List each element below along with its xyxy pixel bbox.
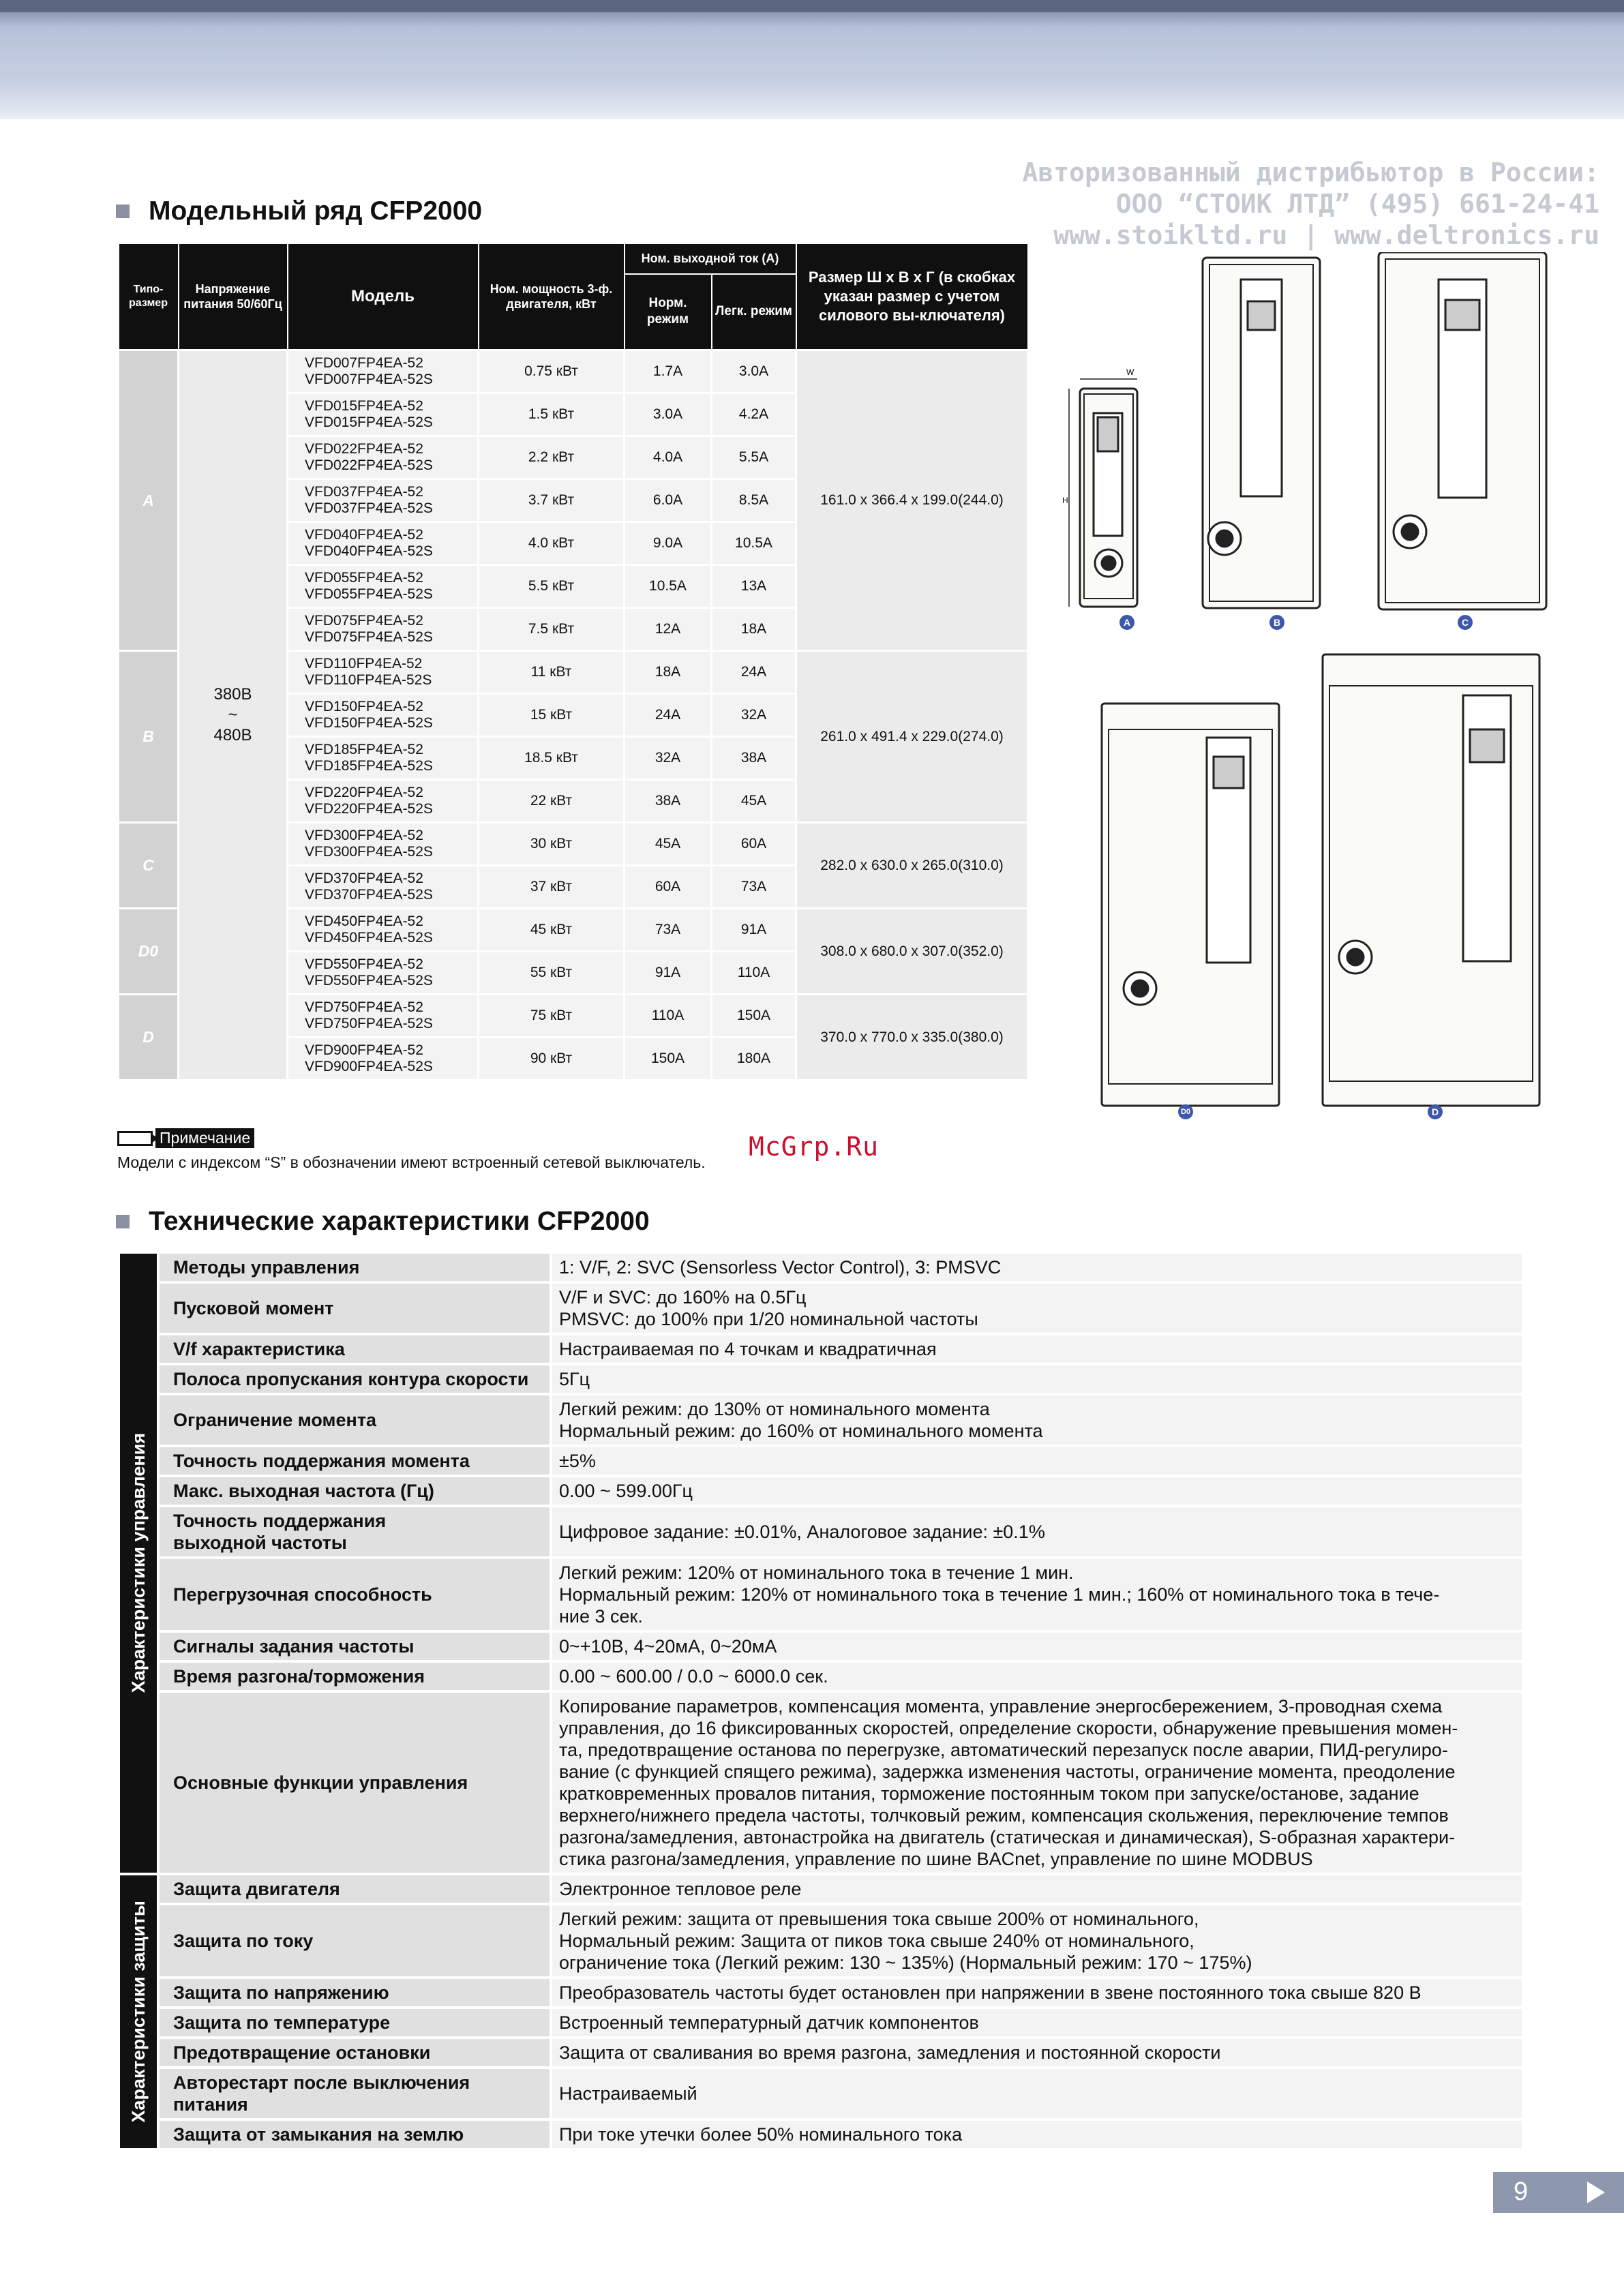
model-cell: VFD110FP4EA-52 VFD110FP4EA-52S (288, 651, 479, 694)
spec-row (119, 1691, 1523, 1874)
section-title-text: Технические характеристики CFP2000 (149, 1207, 650, 1236)
spec-row (119, 1904, 1523, 1978)
spec-row (119, 2119, 1523, 2149)
drawing-label-d0: D0 (1178, 1104, 1193, 1119)
spec-group-title: Характеристики защиты (128, 1901, 149, 2123)
model-cell: VFD300FP4EA-52 VFD300FP4EA-52S (288, 823, 479, 866)
dimension-cell: 261.0 x 491.4 x 229.0(274.0) (796, 651, 1028, 823)
power-cell: 0.75 кВт (479, 350, 625, 393)
note-label: Примечание (155, 1128, 254, 1148)
specifications-table (117, 1251, 1524, 2151)
spec-param-name: Основные функции управления (158, 1691, 551, 1874)
size-cell: D0 (119, 909, 179, 995)
model-cell: VFD040FP4EA-52 VFD040FP4EA-52S (288, 522, 479, 565)
spec-param-name: Сигналы задания частоты (158, 1631, 551, 1661)
bullet-square-icon (116, 1215, 130, 1228)
normal-current-cell: 32A (625, 737, 712, 780)
power-cell: 18.5 кВт (479, 737, 625, 780)
light-current-cell: 38A (712, 737, 796, 780)
section-title-specs (116, 1207, 650, 1237)
light-current-cell: 24A (712, 651, 796, 694)
spec-row (119, 2008, 1523, 2038)
light-current-cell: 60A (712, 823, 796, 866)
model-row (119, 350, 1028, 393)
drawing-frame-d0 (1102, 704, 1279, 1106)
spec-param-name: Защита двигателя (158, 1874, 551, 1904)
normal-current-cell: 10.5A (625, 565, 712, 608)
normal-current-cell: 24A (625, 694, 712, 737)
light-current-cell: 180A (712, 1038, 796, 1081)
spec-row (119, 1446, 1523, 1476)
spec-group-cell (119, 1252, 158, 1874)
normal-current-cell: 38A (625, 780, 712, 823)
model-cell: VFD185FP4EA-52 VFD185FP4EA-52S (288, 737, 479, 780)
light-current-cell: 73A (712, 866, 796, 909)
power-cell: 45 кВт (479, 909, 625, 952)
power-cell: 3.7 кВт (479, 479, 625, 522)
power-cell: 4.0 кВт (479, 522, 625, 565)
page-number-box (1493, 2172, 1624, 2213)
spec-param-value: Настраиваемая по 4 точкам и квадратичная (551, 1334, 1523, 1364)
model-cell: VFD550FP4EA-52 VFD550FP4EA-52S (288, 952, 479, 995)
spec-param-name: Точность поддержания выходной частоты (158, 1506, 551, 1558)
spec-param-value: Легкий режим: защита от превышения тока свыше 200% от номинального, Нормальный режим: Защита от пиков тока свыше 240% от номинального, ограничение тока (Легкий режим: 130 ~ 135%) (Нормальный режим: 170 ~ 175%) (551, 1904, 1523, 1978)
power-cell: 15 кВт (479, 694, 625, 737)
spec-row (119, 1558, 1523, 1631)
model-cell: VFD022FP4EA-52 VFD022FP4EA-52S (288, 436, 479, 479)
top-stripe (0, 0, 1624, 12)
page-number: 9 (1514, 2177, 1529, 2206)
spec-param-name: Предотвращение остановки (158, 2038, 551, 2068)
spec-row (119, 1334, 1523, 1364)
spec-param-value: Электронное тепловое реле (551, 1874, 1523, 1904)
normal-current-cell: 110A (625, 995, 712, 1038)
header-dimensions: Размер Ш x В x Г (в скобках указан размер с учетом силового вы-ключателя) (796, 243, 1028, 350)
watermark-line: www.stoikltd.ru | www.deltronics.ru (1053, 220, 1599, 250)
dim-mark-h: H (1062, 496, 1068, 505)
spec-row (119, 1282, 1523, 1334)
section-title-text: Модельный ряд CFP2000 (149, 196, 483, 226)
spec-param-name: Методы управления (158, 1252, 551, 1282)
header-model: Модель (288, 243, 479, 350)
dimension-cell: 161.0 x 366.4 x 199.0(244.0) (796, 350, 1028, 651)
power-cell: 37 кВт (479, 866, 625, 909)
light-current-cell: 8.5A (712, 479, 796, 522)
dimension-cell: 370.0 x 770.0 x 335.0(380.0) (796, 995, 1028, 1081)
model-cell: VFD220FP4EA-52 VFD220FP4EA-52S (288, 780, 479, 823)
spec-param-value: Цифровое задание: ±0.01%, Аналоговое задание: ±0.1% (551, 1506, 1523, 1558)
bullet-square-icon (116, 205, 130, 218)
spec-param-value: ±5% (551, 1446, 1523, 1476)
note-arrow-icon (117, 1131, 153, 1146)
header-power: Ном. мощность 3-ф. двигателя, кВт (479, 243, 625, 350)
model-cell: VFD075FP4EA-52 VFD075FP4EA-52S (288, 608, 479, 651)
note-block (117, 1128, 706, 1172)
spec-param-value: 1: V/F, 2: SVC (Sensorless Vector Control), 3: PMSVC (551, 1252, 1523, 1282)
spec-param-name: Точность поддержания момента (158, 1446, 551, 1476)
note-text: Модели с индексом “S” в обозначении имеют встроенный сетевой выключатель. (117, 1153, 706, 1171)
spec-row (119, 1874, 1523, 1904)
light-current-cell: 3.0A (712, 350, 796, 393)
spec-group-cell (119, 1874, 158, 2149)
spec-row (119, 1394, 1523, 1446)
light-current-cell: 32A (712, 694, 796, 737)
model-cell: VFD370FP4EA-52 VFD370FP4EA-52S (288, 866, 479, 909)
spec-param-value: 5Гц (551, 1364, 1523, 1394)
voltage-cell: 380В ~ 480В (179, 350, 288, 1081)
spec-row (119, 1364, 1523, 1394)
light-current-cell: 4.2A (712, 393, 796, 436)
drawing-frame-c (1379, 252, 1546, 609)
model-cell: VFD015FP4EA-52 VFD015FP4EA-52S (288, 393, 479, 436)
spec-param-name: Защита от замыкания на землю (158, 2119, 551, 2149)
spec-param-value: V/F и SVC: до 160% на 0.5Гц PMSVC: до 100% при 1/20 номинальной частоты (551, 1282, 1523, 1334)
note-badge (117, 1128, 706, 1148)
power-cell: 1.5 кВт (479, 393, 625, 436)
spec-row (119, 1476, 1523, 1506)
drawing-label-a: A (1119, 615, 1134, 630)
power-cell: 5.5 кВт (479, 565, 625, 608)
dimension-cell: 282.0 x 630.0 x 265.0(310.0) (796, 823, 1028, 909)
normal-current-cell: 1.7A (625, 350, 712, 393)
spec-param-name: Защита по напряжению (158, 1978, 551, 2008)
normal-current-cell: 150A (625, 1038, 712, 1081)
drawing-label-b: B (1269, 615, 1284, 630)
drawing-label-c: C (1458, 615, 1473, 630)
spec-param-name: Ограничение момента (158, 1394, 551, 1446)
spec-param-value: Встроенный температурный датчик компонентов (551, 2008, 1523, 2038)
watermark-line: ООО “СТОИК ЛТД” (495) 661-24-41 (1115, 189, 1599, 219)
watermark-line: Авторизованный дистрибьютор в России: (1022, 157, 1599, 187)
light-current-cell: 150A (712, 995, 796, 1038)
light-current-cell: 5.5A (712, 436, 796, 479)
spec-row (119, 1631, 1523, 1661)
model-cell: VFD750FP4EA-52 VFD750FP4EA-52S (288, 995, 479, 1038)
spec-param-value: При токе утечки более 50% номинального тока (551, 2119, 1523, 2149)
power-cell: 11 кВт (479, 651, 625, 694)
size-cell: D (119, 995, 179, 1081)
normal-current-cell: 60A (625, 866, 712, 909)
spec-param-name: Защита по току (158, 1904, 551, 1978)
header-voltage: Напряжение питания 50/60Гц (179, 243, 288, 350)
distributor-watermark (1023, 157, 1599, 251)
drawing-frame-d (1323, 654, 1539, 1106)
spec-param-value: Копирование параметров, компенсация момента, управление энергосбережением, 3-проводная схема управления, до 16 фиксированных скоростей, определение скорости, обнаружение превышения момен- та, предотвращение останова по перегрузке, автоматический перезапуск после аварии, ПИД-регулиро- вание (с функцией спящего режима), задержка изменения частоты, ограничение момента, преодоление кратковременных провалов питания, торможение постоянным током при запуске/останове, задание верхнего/нижнего предела частоты, толчковый режим, компенсация скольжения, переключение темпов разгона/замедления, автонастройка на двигатель (статическая и динамическая), S-образная характери- стика разгона/замедления, управление по шине BACnet, управление по шине MODBUS (551, 1691, 1523, 1874)
spec-group-title: Характеристики управления (128, 1433, 149, 1693)
light-current-cell: 10.5A (712, 522, 796, 565)
power-cell: 22 кВт (479, 780, 625, 823)
spec-param-value: Защита от сваливания во время разгона, замедления и постоянной скорости (551, 2038, 1523, 2068)
header-normal: Норм. режим (625, 274, 712, 350)
drawing-frame-b (1203, 258, 1320, 608)
header-size: Типо-размер (119, 243, 179, 350)
normal-current-cell: 91A (625, 952, 712, 995)
light-current-cell: 18A (712, 608, 796, 651)
spec-row (119, 2068, 1523, 2119)
model-cell: VFD055FP4EA-52 VFD055FP4EA-52S (288, 565, 479, 608)
light-current-cell: 13A (712, 565, 796, 608)
spec-param-name: Макс. выходная частота (Гц) (158, 1476, 551, 1506)
spec-param-name: Пусковой момент (158, 1282, 551, 1334)
drawing-frame-a (1069, 379, 1137, 607)
normal-current-cell: 3.0A (625, 393, 712, 436)
power-cell: 30 кВт (479, 823, 625, 866)
spec-param-name: Защита по температуре (158, 2008, 551, 2038)
size-cell: A (119, 350, 179, 651)
dim-mark-w: W (1126, 367, 1134, 377)
normal-current-cell: 4.0A (625, 436, 712, 479)
power-cell: 75 кВт (479, 995, 625, 1038)
frame-drawings (1050, 252, 1554, 1125)
light-current-cell: 45A (712, 780, 796, 823)
spec-param-name: Полоса пропускания контура скорости (158, 1364, 551, 1394)
header-current: Ном. выходной ток (А) (625, 243, 796, 274)
spec-param-value: 0.00 ~ 599.00Гц (551, 1476, 1523, 1506)
power-cell: 55 кВт (479, 952, 625, 995)
normal-current-cell: 73A (625, 909, 712, 952)
normal-current-cell: 6.0A (625, 479, 712, 522)
model-cell: VFD007FP4EA-52 VFD007FP4EA-52S (288, 350, 479, 393)
spec-row (119, 2038, 1523, 2068)
normal-current-cell: 45A (625, 823, 712, 866)
section-title-models (116, 196, 482, 226)
spec-row (119, 1506, 1523, 1558)
spec-param-name: Время разгона/торможения (158, 1661, 551, 1691)
spec-param-value: Преобразователь частоты будет остановлен при напряжении в звене постоянного тока свыше 820 В (551, 1978, 1523, 2008)
spec-param-value: Настраиваемый (551, 2068, 1523, 2119)
light-current-cell: 110A (712, 952, 796, 995)
spec-param-name: V/f характеристика (158, 1334, 551, 1364)
power-cell: 7.5 кВт (479, 608, 625, 651)
power-cell: 90 кВт (479, 1038, 625, 1081)
model-cell: VFD450FP4EA-52 VFD450FP4EA-52S (288, 909, 479, 952)
spec-row (119, 1978, 1523, 2008)
normal-current-cell: 18A (625, 651, 712, 694)
size-cell: B (119, 651, 179, 823)
drawing-label-d: D (1428, 1104, 1443, 1119)
dimension-cell: 308.0 x 680.0 x 307.0(352.0) (796, 909, 1028, 995)
model-cell: VFD150FP4EA-52 VFD150FP4EA-52S (288, 694, 479, 737)
spec-param-value: 0~+10В, 4~20мА, 0~20мА (551, 1631, 1523, 1661)
site-stamp: McGrp.Ru (749, 1132, 879, 1162)
model-range-table (117, 243, 1029, 1081)
power-cell: 2.2 кВт (479, 436, 625, 479)
spec-param-name: Авторестарт после выключения питания (158, 2068, 551, 2119)
spec-row (119, 1252, 1523, 1282)
spec-param-value: Легкий режим: до 130% от номинального момента Нормальный режим: до 160% от номинального момента (551, 1394, 1523, 1446)
size-cell: C (119, 823, 179, 909)
spec-param-value: 0.00 ~ 600.00 / 0.0 ~ 6000.0 сек. (551, 1661, 1523, 1691)
normal-current-cell: 9.0A (625, 522, 712, 565)
next-arrow-icon[interactable] (1587, 2181, 1605, 2203)
light-current-cell: 91A (712, 909, 796, 952)
spec-param-value: Легкий режим: 120% от номинального тока в течение 1 мин. Нормальный режим: 120% от номинального тока в течение 1 мин.; 160% от номинального тока в тече- ние 3 сек. (551, 1558, 1523, 1631)
spec-row (119, 1661, 1523, 1691)
header-light: Легк. режим (712, 274, 796, 350)
model-cell: VFD900FP4EA-52 VFD900FP4EA-52S (288, 1038, 479, 1081)
model-cell: VFD037FP4EA-52 VFD037FP4EA-52S (288, 479, 479, 522)
normal-current-cell: 12A (625, 608, 712, 651)
top-banner (0, 0, 1624, 119)
spec-param-name: Перегрузочная способность (158, 1558, 551, 1631)
